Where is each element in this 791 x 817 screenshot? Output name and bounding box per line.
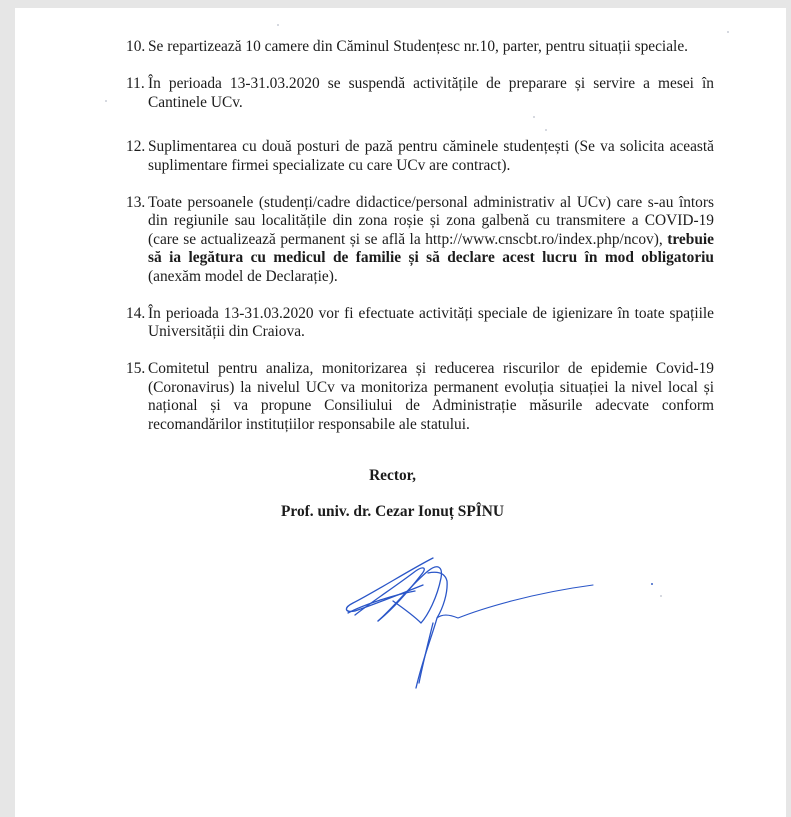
item-number: 12. — [126, 138, 146, 155]
list-item-13 — [126, 194, 714, 287]
scan-speck — [651, 583, 653, 585]
item-number: 10. — [126, 38, 146, 55]
item-number: 13. — [126, 193, 146, 211]
item-text: În perioada 13-31.03.2020 vor fi efectuate activități speciale de igienizare în toate spațiile Universității din Craiova. — [148, 304, 714, 340]
list-item-11 — [126, 75, 714, 112]
list-item-10 — [126, 38, 714, 57]
item-text-part2: (anexăm model de Declarație). — [148, 267, 338, 285]
scan-speck — [727, 31, 729, 33]
scan-speck — [105, 100, 107, 102]
scan-speck — [545, 129, 547, 131]
handwritten-signature — [333, 553, 613, 703]
item-text: Suplimentarea cu două posturi de pază pentru căminele studențești (Se va solicita această suplimentare firmei specializate cu care UCv are contract). — [148, 138, 714, 174]
item-number: 14. — [126, 304, 146, 322]
item-text: În perioada 13-31.03.2020 se suspendă activitățile de preparare și servire a mesei în Cantinele UCv. — [148, 75, 714, 111]
item-text-bold: trebuie să ia legătura cu medicul de familie și să declare acest lucru în mod obligatoriu — [148, 230, 714, 266]
item-text: Se repartizează 10 camere din Căminul Studențesc nr.10, parter, pentru situații speciale. — [148, 38, 688, 55]
document-page — [15, 8, 786, 817]
scan-speck — [277, 24, 279, 26]
signer-name: Prof. univ. dr. Cezar Ionuț SPÎNU — [281, 503, 504, 520]
list-item-15 — [126, 360, 714, 434]
item-text-part1: Toate persoanele (studenți/cadre didactice/personal administrativ al UCv) care s-au întors din regiunile sau localitățile din zona roșie și zona galbenă cu transmitere a COVID-19 (care se actualizează permanent și se află la http://www.cnscbt.ro/index.php/ncov), — [148, 193, 714, 248]
scan-speck — [533, 116, 535, 118]
item-number: 11. — [126, 75, 145, 92]
signature-title: Rector, — [369, 467, 416, 484]
scan-speck — [660, 595, 662, 597]
list-item-12 — [126, 138, 714, 175]
item-number: 15. — [126, 360, 146, 377]
document-body — [126, 38, 714, 453]
item-text — [148, 194, 714, 287]
list-item-14 — [126, 305, 714, 342]
item-text: Comitetul pentru analiza, monitorizarea și reducerea riscurilor de epidemie Covid-19 (Coronavirus) la nivelul UCv va monitoriza permanent evoluția situației la nivel local și național și va propune Consiliului de Administrație măsurile adecvate conform recomandărilor instituțiilor responsabile ale statului. — [148, 360, 714, 433]
